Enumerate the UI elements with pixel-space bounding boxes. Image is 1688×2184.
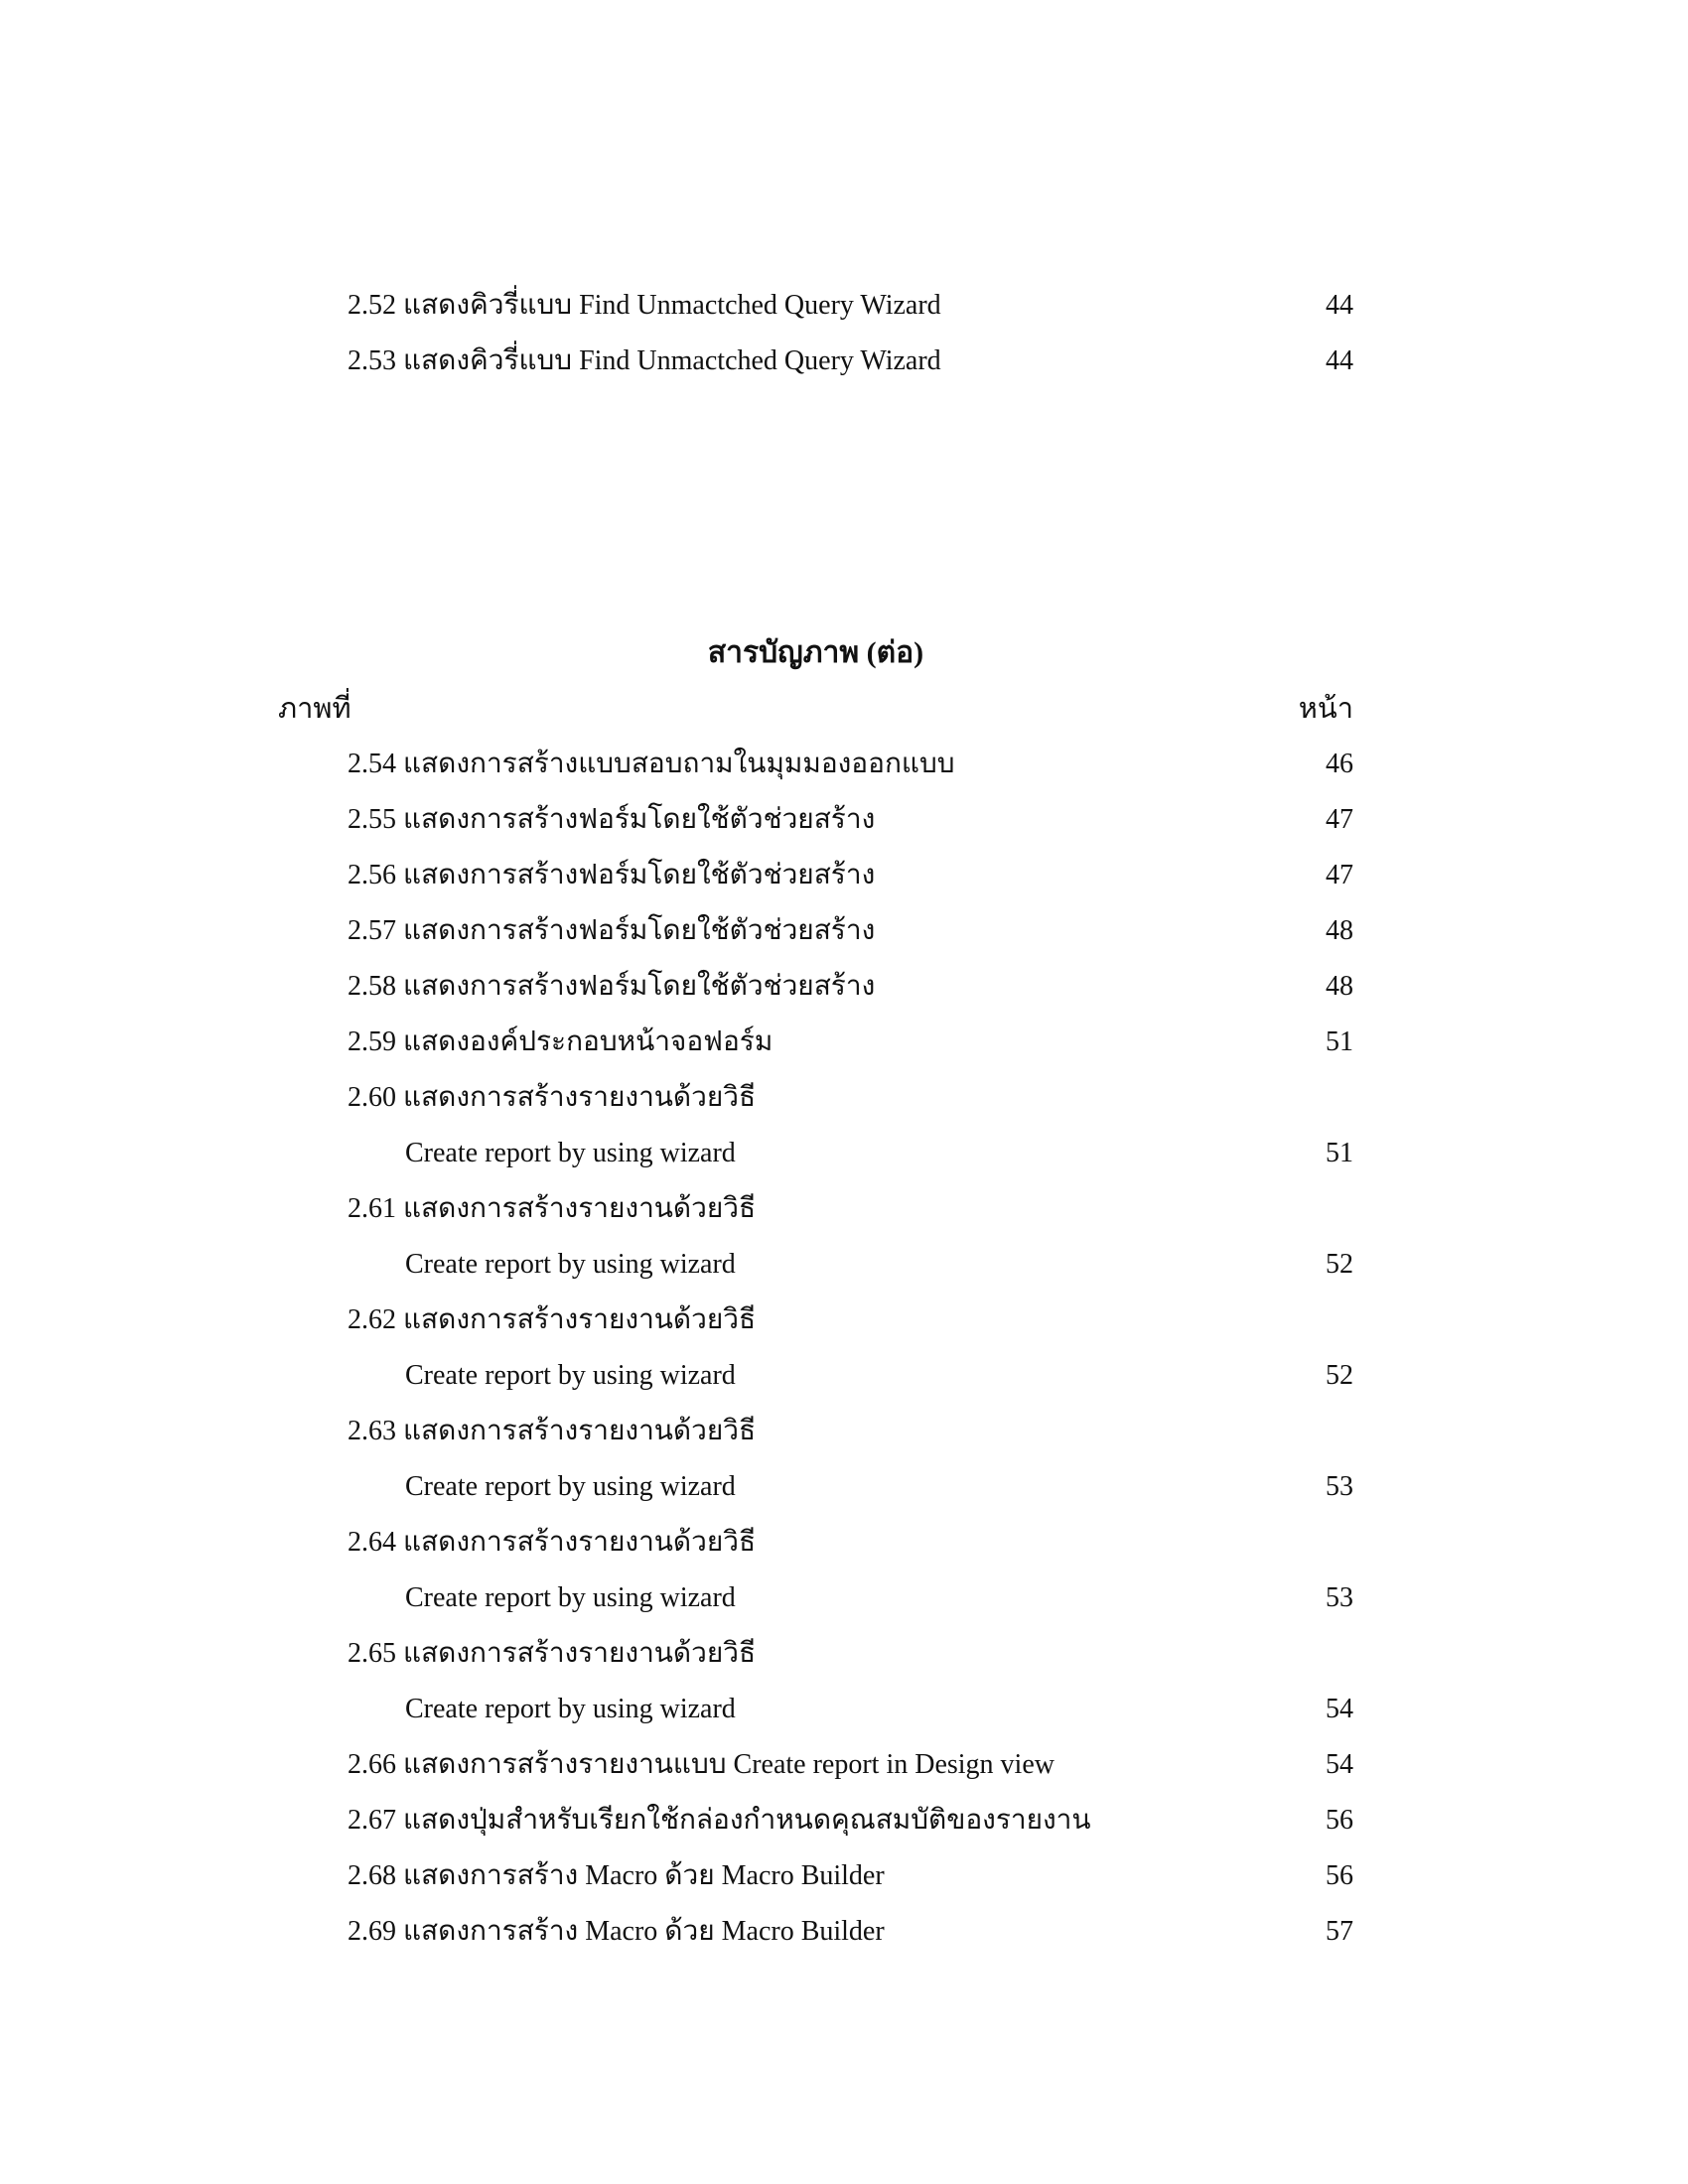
toc-entry-continuation	[0, 1126, 1688, 1181]
column-header-page: หน้า	[1298, 693, 1353, 725]
toc-entry	[0, 737, 1688, 792]
toc-entry	[0, 1293, 1688, 1348]
entry-page-number: 54	[1326, 1749, 1353, 1780]
entry-page-number: 48	[1326, 915, 1353, 946]
toc-entry	[0, 1626, 1688, 1682]
toc-entry-continuation	[0, 1570, 1688, 1626]
entry-label: 2.68 แสดงการสร้าง Macro ด้วย Macro Builder	[348, 1860, 885, 1891]
toc-entry-continuation	[0, 1459, 1688, 1515]
toc-entry	[0, 1181, 1688, 1237]
entry-label: 2.59 แสดงองค์ประกอบหน้าจอฟอร์ม	[348, 1026, 774, 1057]
entry-page-number: 53	[1326, 1582, 1353, 1613]
entry-label: 2.62 แสดงการสร้างรายงานด้วยวิธี	[348, 1304, 757, 1335]
entry-label: 2.67 แสดงปุ่มสำหรับเรียกใช้กล่องกำหนดคุณสมบัติของรายงาน	[348, 1805, 1091, 1836]
entry-label: Create report by using wizard	[405, 1471, 736, 1502]
entry-page-number: 48	[1326, 971, 1353, 1002]
column-header-figure: ภาพที่	[278, 693, 352, 725]
entry-label: 2.58 แสดงการสร้างฟอร์มโดยใช้ตัวช่วยสร้าง	[348, 971, 876, 1002]
entry-label: Create report by using wizard	[405, 1694, 736, 1724]
entry-label: 2.69 แสดงการสร้าง Macro ด้วย Macro Builder	[348, 1916, 885, 1947]
entry-label: 2.65 แสดงการสร้างรายงานด้วยวิธี	[348, 1638, 757, 1669]
entry-label: 2.56 แสดงการสร้างฟอร์มโดยใช้ตัวช่วยสร้าง	[348, 860, 876, 890]
entry-label: 2.61 แสดงการสร้างรายงานด้วยวิธี	[348, 1193, 757, 1224]
toc-entry	[0, 1904, 1688, 1960]
toc-entry	[0, 1793, 1688, 1848]
entry-page-number: 57	[1326, 1916, 1353, 1947]
toc-entry	[0, 792, 1688, 848]
toc-entry-continuation	[0, 1237, 1688, 1293]
entry-page-number: 52	[1326, 1360, 1353, 1391]
toc-entry	[0, 959, 1688, 1015]
toc-entry	[0, 1737, 1688, 1793]
page-heading: สารบัญภาพ (ต่อ)	[707, 636, 924, 669]
entry-label: 2.53 แสดงคิวรี่แบบ Find Unmactched Query Wizard	[348, 345, 941, 376]
toc-entry	[0, 1404, 1688, 1459]
entry-page-number: 47	[1326, 804, 1353, 835]
toc-entry-continuation	[0, 1682, 1688, 1737]
entry-label: Create report by using wizard	[405, 1582, 736, 1613]
entry-label: 2.64 แสดงการสร้างรายงานด้วยวิธี	[348, 1527, 757, 1558]
toc-entry	[0, 1848, 1688, 1904]
entry-label: 2.54 แสดงการสร้างแบบสอบถามในมุมมองออกแบบ	[348, 749, 955, 779]
entry-page-number: 51	[1326, 1138, 1353, 1168]
toc-entry	[0, 1070, 1688, 1126]
entry-label: Create report by using wizard	[405, 1249, 736, 1280]
toc-entry	[0, 848, 1688, 903]
toc-entry-continuation	[0, 1348, 1688, 1404]
entry-page-number: 56	[1326, 1860, 1353, 1891]
entry-page-number: 54	[1326, 1694, 1353, 1724]
entry-page-number: 46	[1326, 749, 1353, 779]
entry-page-number: 44	[1326, 290, 1353, 321]
entry-label: 2.52 แสดงคิวรี่แบบ Find Unmactched Query Wizard	[348, 290, 941, 321]
entry-page-number: 44	[1326, 345, 1353, 376]
entry-label: Create report by using wizard	[405, 1360, 736, 1391]
entry-page-number: 51	[1326, 1026, 1353, 1057]
toc-entry	[0, 903, 1688, 959]
toc-entry	[0, 1515, 1688, 1570]
toc-entry	[0, 278, 1688, 334]
entry-label: 2.63 แสดงการสร้างรายงานด้วยวิธี	[348, 1416, 757, 1446]
entry-label: 2.66 แสดงการสร้างรายงานแบบ Create report in Design view	[348, 1749, 1055, 1780]
toc-entry	[0, 1015, 1688, 1070]
entry-page-number: 47	[1326, 860, 1353, 890]
entry-label: Create report by using wizard	[405, 1138, 736, 1168]
entry-page-number: 53	[1326, 1471, 1353, 1502]
entry-page-number: 56	[1326, 1805, 1353, 1836]
entry-label: 2.55 แสดงการสร้างฟอร์มโดยใช้ตัวช่วยสร้าง	[348, 804, 876, 835]
entry-label: 2.60 แสดงการสร้างรายงานด้วยวิธี	[348, 1082, 757, 1113]
toc-entry	[0, 334, 1688, 389]
entry-label: 2.57 แสดงการสร้างฟอร์มโดยใช้ตัวช่วยสร้าง	[348, 915, 876, 946]
entry-page-number: 52	[1326, 1249, 1353, 1280]
